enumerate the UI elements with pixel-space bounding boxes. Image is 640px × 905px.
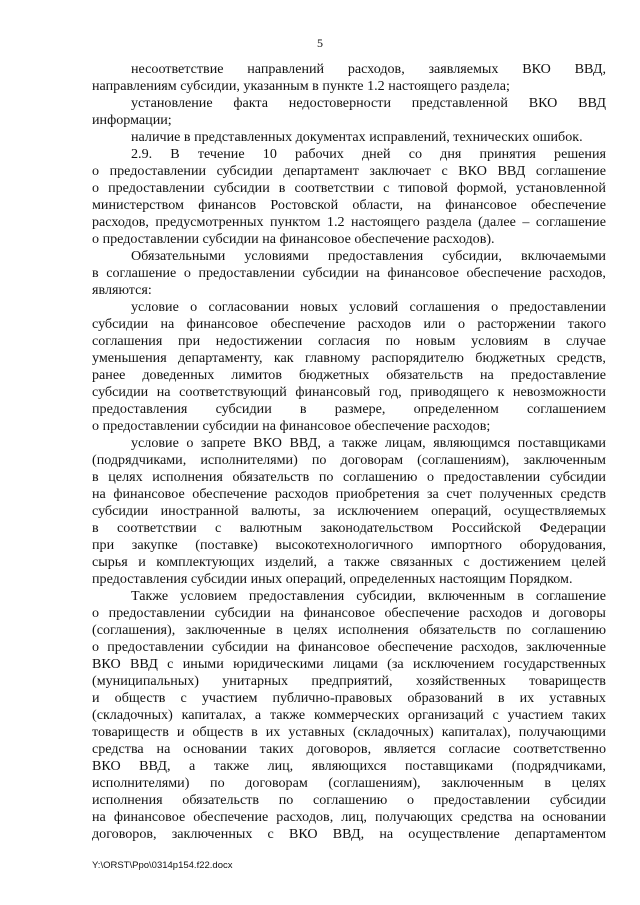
text-line: несоответствие направлений расходов, заявляемых ВКО ВВД, [131,61,606,77]
text-line: на финансовое обеспечение расходов приобретения за счет полученных средств [92,486,606,502]
text-line: министерством финансов Ростовской области, на финансовое обеспечение [92,197,606,213]
text-line: (складочных) капиталах, а также коммерческих организаций с участием таких [92,707,606,723]
text-line: в соответствии с валютным законодательством Российской Федерации [92,520,606,536]
text-line: сырья и комплектующих изделий, а также связанных с достижением целей [92,554,606,570]
text-line: (соглашения), заключенные в целях исполнения обязательств по соглашению [92,622,606,638]
text-line: условие о запрете ВКО ВВД, а также лицам, являющимся поставщиками [131,435,606,451]
text-line: ВКО ВВД с иными юридическими лицами (за исключением государственных [92,656,606,672]
text-line: ранее доведенных лимитов бюджетных обязательств на предоставление [92,367,606,383]
text-line: (подрядчиками, исполнителями) по договорам (соглашениям), заключенным [92,452,606,468]
text-line: уменьшения департаменту, как главному распорядителю бюджетных средств, [92,350,606,366]
text-line: расходов, предусмотренных пунктом 1.2 настоящего раздела (далее – соглашение [92,214,606,230]
text-line: средства на основании таких договоров, является согласие соответственно [92,741,606,757]
text-line: ВКО ВВД, а также лиц, являющихся поставщиками (подрядчиками, [92,758,606,774]
text-line: договоров, заключенных с ВКО ВВД, на осуществление департаментом [92,826,606,842]
text-line: предоставления субсидии иных операций, определенных настоящим Порядком. [92,571,573,587]
text-line: направлениям субсидии, указанным в пункте 1.2 настоящего раздела; [92,78,510,94]
text-line: (муниципальных) унитарных предприятий, хозяйственных товариществ [92,673,606,689]
text-line: на финансовое обеспечение расходов, лиц, получающих средства на основании [92,809,606,825]
text-line: при закупке (поставке) высокотехнологичного импортного оборудования, [92,537,606,553]
text-line: соглашения при недостижении согласия по новым условиям в случае [92,333,606,349]
text-line: о предоставлении субсидии в соответствии с типовой формой, установленной [92,180,606,196]
file-path-footer: Y:\ORST\Ppo\0314p154.f22.docx [92,860,233,871]
text-line: исполнителями) по договорам (соглашениям), заключенным в целях [92,775,606,791]
text-line: о предоставлении субсидии на финансовое обеспечение расходов). [92,231,495,247]
text-line: установление факта недостоверности представленной ВКО ВВД [131,95,606,111]
text-line: Обязательными условиями предоставления субсидии, включаемыми [131,248,606,264]
text-line: Также условием предоставления субсидии, включенным в соглашение [131,588,606,604]
text-line: о предоставлении субсидии на финансовое обеспечение расходов; [92,418,491,434]
page-number: 5 [317,36,323,50]
text-line: наличие в представленных документах исправлений, технических ошибок. [131,129,583,145]
text-line: и обществ с участием публично-правовых образований в их уставных [92,690,606,706]
text-line: 2.9. В течение 10 рабочих дней со дня принятия решения [131,146,606,162]
text-line: условие о согласовании новых условий соглашения о предоставлении [131,299,606,315]
text-line: товариществ и обществ в их уставных (складочных) капиталах), получающими [92,724,606,740]
text-line: субсидии на соответствующий финансовый год, приводящего к невозможности [92,384,606,400]
text-line: о предоставлении субсидии на финансовое обеспечение расходов, заключенные [92,639,606,655]
text-line: субсидии иностранной валюты, за исключением операций, осуществляемых [92,503,606,519]
text-line: предоставления субсидии в размере, определенном соглашением [92,401,606,417]
text-line: информации; [92,112,172,128]
text-line: о предоставлении субсидии на финансовое обеспечение расходов и договоры [92,605,606,621]
text-line: о предоставлении субсидии департамент заключает с ВКО ВВД соглашение [92,163,606,179]
text-line: являются: [92,282,152,298]
document-body [92,61,606,843]
text-line: исполнения обязательств по соглашению о предоставлении субсидии [92,792,606,808]
text-line: в целях исполнения обязательств по соглашению о предоставлении субсидии [92,469,606,485]
text-line: субсидии на финансовое обеспечение расходов или о расторжении такого [92,316,606,332]
text-line: в соглашение о предоставлении субсидии на финансовое обеспечение расходов, [92,265,606,281]
